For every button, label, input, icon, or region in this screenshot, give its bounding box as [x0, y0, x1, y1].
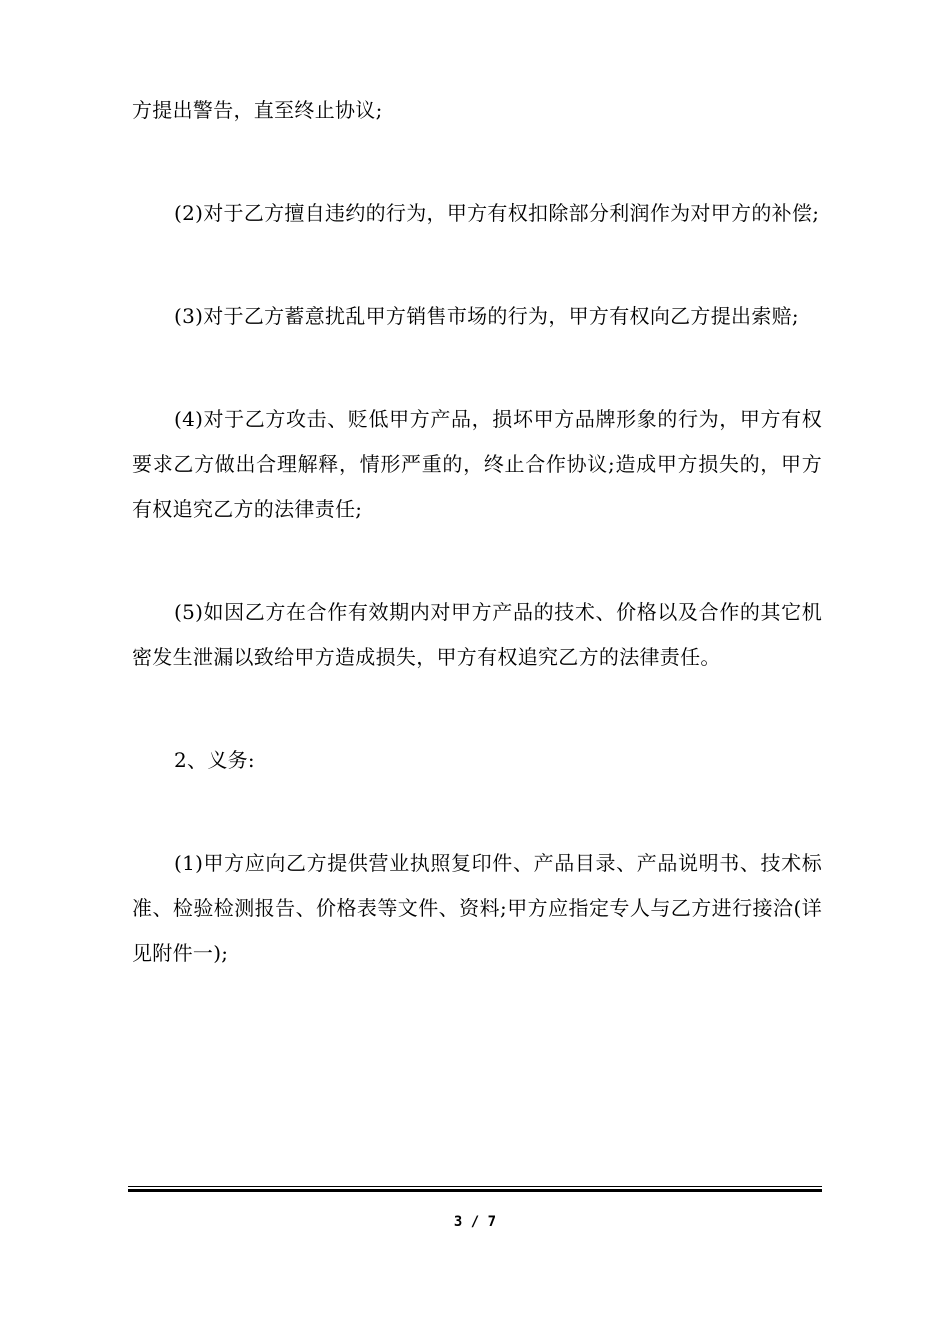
section-heading-obligations: 2、义务:: [174, 748, 255, 772]
document-body: [132, 88, 822, 1034]
paragraph-clause-4: (4)对于乙方攻击、贬低甲方产品，损坏甲方品牌形象的行为，甲方有权要求乙方做出合理解释，情形严重的，终止合作协议;造成甲方损失的，甲方有权追究乙方的法律责任;: [132, 407, 822, 521]
footer-divider-thin-line: [128, 1186, 822, 1187]
paragraph-clause-5: (5)如因乙方在合作有效期内对甲方产品的技术、价格以及合作的其它机密发生泄漏以致给甲方造成损失，甲方有权追究乙方的法律责任。: [132, 600, 822, 669]
paragraph-obligation-1: (1)甲方应向乙方提供营业执照复印件、产品目录、产品说明书、技术标准、检验检测报告、价格表等文件、资料;甲方应指定专人与乙方进行接洽(详见附件一);: [132, 851, 822, 965]
paragraph-clause-3: (3)对于乙方蓄意扰乱甲方销售市场的行为，甲方有权向乙方提出索赔;: [174, 304, 799, 328]
paragraph-clause-2: (2)对于乙方擅自违约的行为，甲方有权扣除部分利润作为对甲方的补偿;: [174, 201, 820, 225]
page-number: 3 / 7: [453, 1214, 497, 1230]
footer-divider: [128, 1186, 822, 1192]
paragraph-continuation: 方提出警告，直至终止协议;: [132, 98, 383, 122]
footer-divider-thick-line: [128, 1189, 822, 1192]
